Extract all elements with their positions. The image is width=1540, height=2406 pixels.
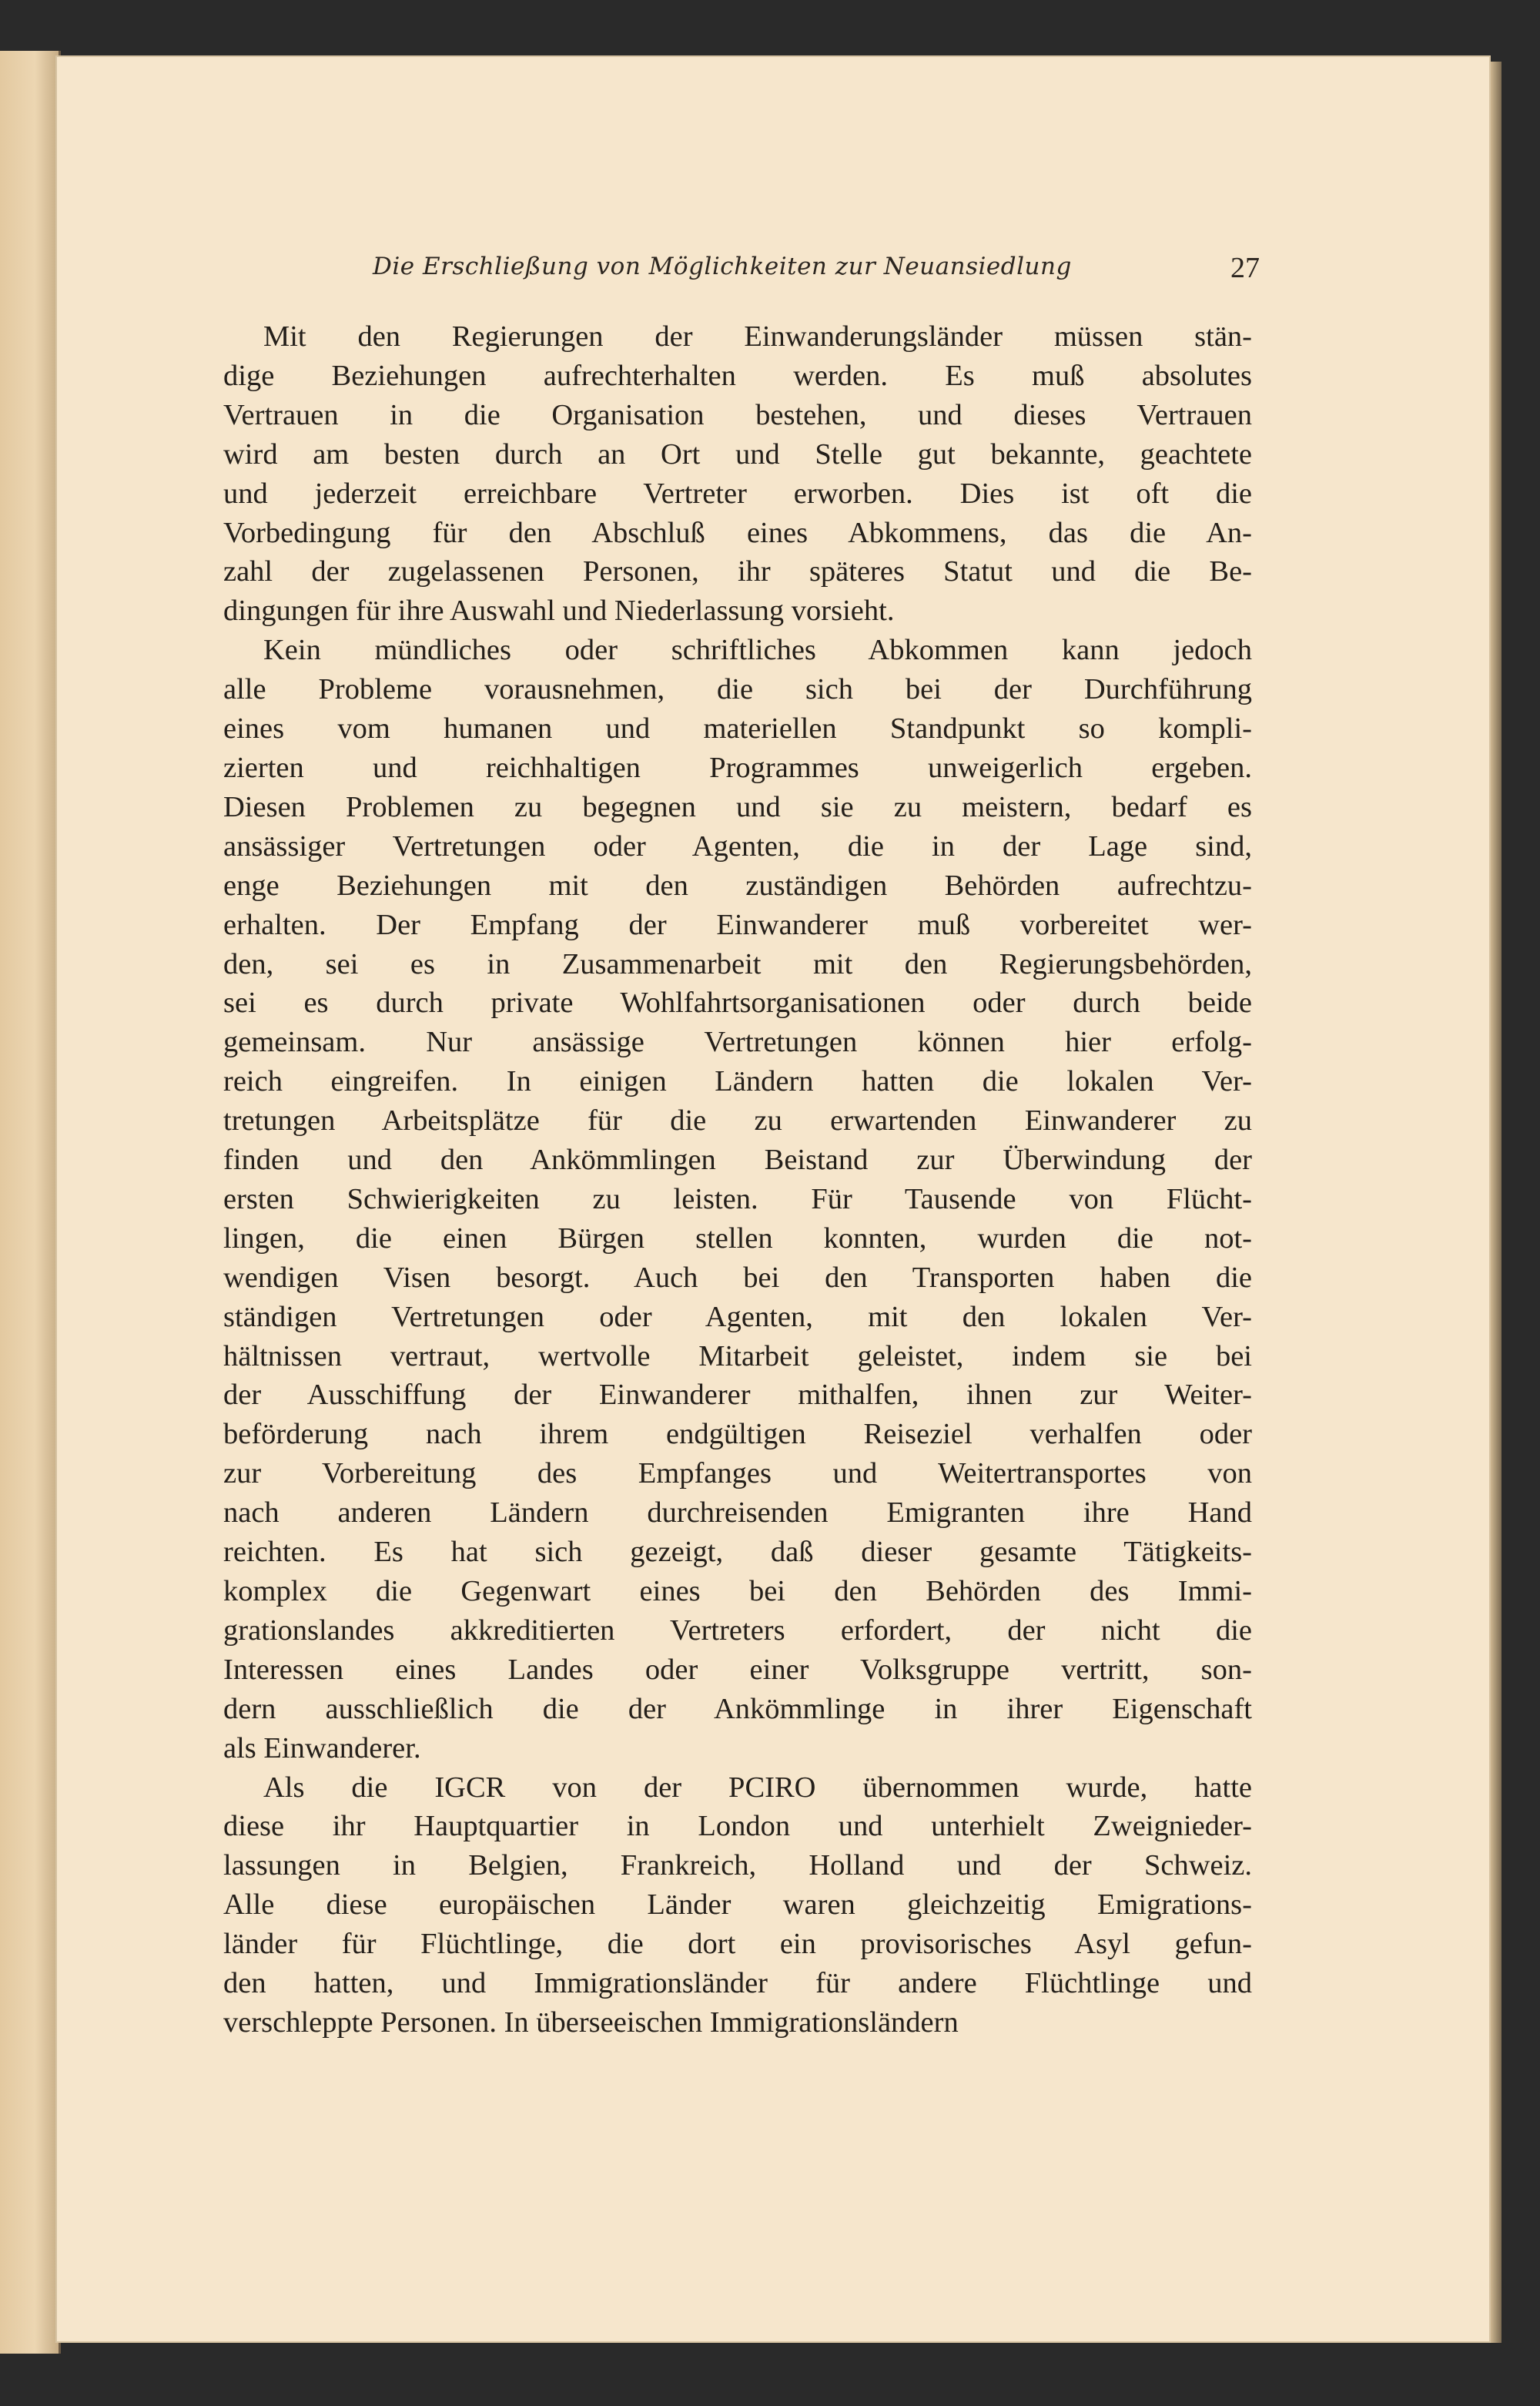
text-line: reich eingreifen. In einigen Ländern hatten die lokalen Ver- [223,1065,1252,1098]
text-line: Interessen eines Landes oder einer Volksgruppe vertritt, son- [223,1653,1252,1686]
text-line: als Einwanderer. [223,1731,421,1764]
text-line: reichten. Es hat sich gezeigt, daß dieser gesamte Tätigkeits- [223,1536,1252,1569]
text-line: enge Beziehungen mit den zuständigen Behörden aufrechtzu- [223,869,1252,902]
text-line: Mit den Regierungen der Einwanderungsländer müssen stän- [263,320,1252,353]
text-line: alle Probleme vorausnehmen, die sich bei der Durchführung [223,673,1252,706]
text-line: der Ausschiffung der Einwanderer mithalfen, ihnen zur Weiter- [223,1379,1252,1412]
text-line: länder für Flüchtlinge, die dort ein provisorisches Asyl gefun- [223,1928,1252,1961]
text-line: lassungen in Belgien, Frankreich, Holland und der Schweiz. [223,1849,1252,1882]
text-line: dingungen für ihre Auswahl und Niederlassung vorsieht. [223,595,895,628]
text-line: wendigen Visen besorgt. Auch bei den Transporten haben die [223,1261,1252,1294]
text-line: den hatten, und Immigrationsländer für andere Flüchtlinge und [223,1967,1252,2000]
text-line: erhalten. Der Empfang der Einwanderer muß vorbereitet wer- [223,908,1252,941]
text-line: tretungen Arbeitsplätze für die zu erwartenden Einwanderer zu [223,1104,1252,1138]
text-line: Als die IGCR von der PCIRO übernommen wurde, hatte [263,1771,1252,1804]
body-text [223,317,1252,2042]
text-line: hältnissen vertraut, wertvolle Mitarbeit geleistet, indem sie bei [223,1339,1252,1372]
paragraph [223,631,1252,1768]
text-line: beförderung nach ihrem endgültigen Reiseziel verhalfen oder [223,1418,1252,1451]
text-line: und jederzeit erreichbare Vertreter erworben. Dies ist oft die [223,477,1252,510]
text-line: grationslandes akkreditierten Vertreters erfordert, der nicht die [223,1613,1252,1647]
text-line: zahl der zugelassenen Personen, ihr späteres Statut und die Be- [223,555,1252,588]
text-line: ersten Schwierigkeiten zu leisten. Für Tausende von Flücht- [223,1182,1252,1215]
text-line: dern ausschließlich die der Ankömmlinge in ihrer Eigenschaft [223,1692,1252,1725]
text-line: eines vom humanen und materiellen Standpunkt so kompli- [223,712,1252,746]
paragraph [223,317,1252,631]
text-line: diese ihr Hauptquartier in London und unterhielt Zweignieder- [223,1810,1252,1843]
text-line: dige Beziehungen aufrechterhalten werden. Es muß absolutes [223,359,1252,392]
paragraph [223,1768,1252,2042]
text-line: lingen, die einen Bürgen stellen konnten, wurden die not- [223,1221,1252,1255]
text-line: zur Vorbereitung des Empfanges und Weitertransportes von [223,1457,1252,1490]
page-number: 27 [1230,252,1260,284]
text-line: den, sei es in Zusammenarbeit mit den Regierungsbehörden, [223,947,1252,980]
text-line: wird am besten durch an Ort und Stelle gut bekannte, geachtete [223,437,1252,471]
text-line: zierten und reichhaltigen Programmes unweigerlich ergeben. [223,751,1252,784]
text-line: Kein mündliches oder schriftliches Abkommen kann jedoch [263,634,1252,667]
text-line: komplex die Gegenwart eines bei den Behörden des Immi- [223,1575,1252,1607]
text-line: Vertrauen in die Organisation bestehen, und dieses Vertrauen [223,398,1252,431]
text-line: sei es durch private Wohlfahrtsorganisationen oder durch beide [223,987,1252,1020]
text-line: ständigen Vertretungen oder Agenten, mit den lokalen Ver- [223,1300,1252,1333]
text-line: ansässiger Vertretungen oder Agenten, die in der Lage sind, [223,829,1252,863]
previous-page-edge [0,51,61,2354]
text-line: Alle diese europäischen Länder waren gleichzeitig Emigrations- [223,1888,1252,1922]
page-stack-edge [1491,62,1502,2343]
text-line: verschleppte Personen. In überseeischen Immigrationsländern [223,2006,959,2039]
running-header: Die Erschließung von Möglichkeiten zur Neuansiedlung [373,253,1072,280]
text-line: Vorbedingung für den Abschluß eines Abkommens, das die An- [223,516,1252,549]
text-line: nach anderen Ländern durchreisenden Emigranten ihre Hand [223,1496,1252,1530]
text-line: gemeinsam. Nur ansässige Vertretungen können hier erfolg- [223,1026,1252,1059]
text-line: Diesen Problemen zu begegnen und sie zu meistern, bedarf es [223,790,1252,823]
text-line: finden und den Ankömmlingen Beistand zur Überwindung der [223,1144,1252,1177]
